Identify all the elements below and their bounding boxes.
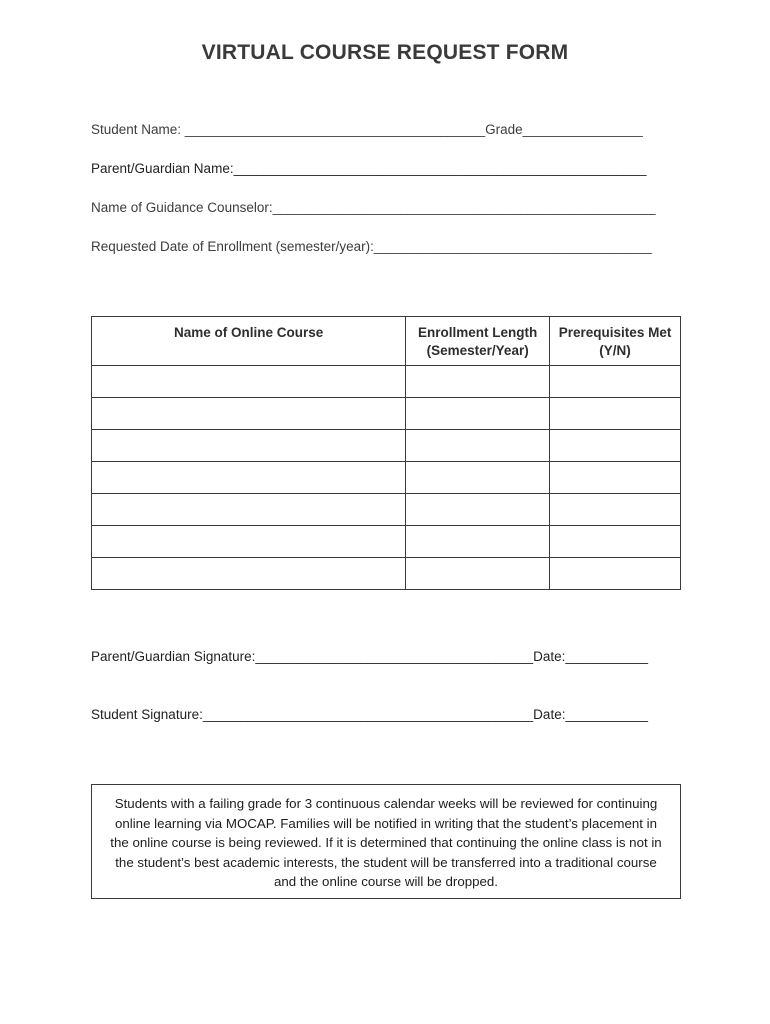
student-name-field[interactable]: Student Name: ________________________________________Grade________________	[91, 122, 643, 137]
prerequisites-cell[interactable]	[550, 526, 681, 558]
notice-line: the student’s best academic interests, the student will be transferred into a traditional course	[115, 854, 657, 870]
enrollment-length-cell[interactable]	[406, 430, 550, 462]
table-row	[92, 494, 681, 526]
table-header-row	[92, 317, 681, 366]
table-row	[92, 430, 681, 462]
notice-line: online learning via MOCAP. Families will be notified in writing that the student’s placement in	[114, 815, 657, 831]
enrollment-length-header-line2: (Semester/Year)	[426, 343, 529, 358]
notice-line: and the online course will be dropped.	[274, 874, 498, 889]
prerequisites-cell[interactable]	[550, 398, 681, 430]
table-row	[92, 462, 681, 494]
prerequisites-header-line1: Prerequisites Met	[558, 325, 672, 340]
prerequisites-cell[interactable]	[550, 430, 681, 462]
enrollment-length-cell[interactable]	[406, 462, 550, 494]
guidance-counselor-field[interactable]: Name of Guidance Counselor:___________________________________________________	[91, 200, 656, 215]
table-row	[92, 366, 681, 398]
prerequisites-header	[550, 317, 681, 366]
enrollment-length-header-line1: Enrollment Length	[418, 325, 538, 340]
enrollment-length-cell[interactable]	[406, 494, 550, 526]
enrollment-length-header	[406, 317, 550, 366]
enrollment-length-cell[interactable]	[406, 398, 550, 430]
enrollment-length-cell[interactable]	[406, 558, 550, 590]
course-name-cell[interactable]	[92, 558, 406, 590]
prerequisites-cell[interactable]	[550, 558, 681, 590]
enrollment-date-field[interactable]: Requested Date of Enrollment (semester/year):_____________________________________	[91, 239, 652, 254]
prerequisites-cell[interactable]	[550, 366, 681, 398]
notice-line: Students with a failing grade for 3 continuous calendar weeks will be reviewed for continuing	[114, 796, 658, 811]
course-name-cell[interactable]	[92, 430, 406, 462]
table-row	[92, 526, 681, 558]
course-name-cell[interactable]	[92, 526, 406, 558]
course-name-cell[interactable]	[92, 462, 406, 494]
prerequisites-cell[interactable]	[550, 494, 681, 526]
table-row	[92, 558, 681, 590]
parent-signature-field[interactable]: Parent/Guardian Signature:_____________________________________Date:___________	[91, 649, 649, 664]
enrollment-length-cell[interactable]	[406, 526, 550, 558]
student-signature-field[interactable]: Student Signature:____________________________________________Date:___________	[91, 707, 649, 722]
enrollment-length-cell[interactable]	[406, 366, 550, 398]
course-name-header	[92, 317, 406, 366]
form-title: VIRTUAL COURSE REQUEST FORM	[201, 41, 569, 64]
table-row	[92, 398, 681, 430]
prerequisites-cell[interactable]	[550, 462, 681, 494]
course-table	[91, 316, 681, 590]
course-name-cell[interactable]	[92, 494, 406, 526]
course-name-cell[interactable]	[92, 398, 406, 430]
policy-notice-box	[91, 784, 681, 899]
notice-line: the online course is being reviewed. If it is determined that continuing the online class is not in	[110, 835, 662, 850]
course-name-header-label: Name of Online Course	[173, 325, 324, 340]
prerequisites-header-line2: (Y/N)	[599, 343, 631, 358]
course-name-cell[interactable]	[92, 366, 406, 398]
parent-guardian-name-field[interactable]: Parent/Guardian Name:_______________________________________________________	[91, 161, 647, 176]
